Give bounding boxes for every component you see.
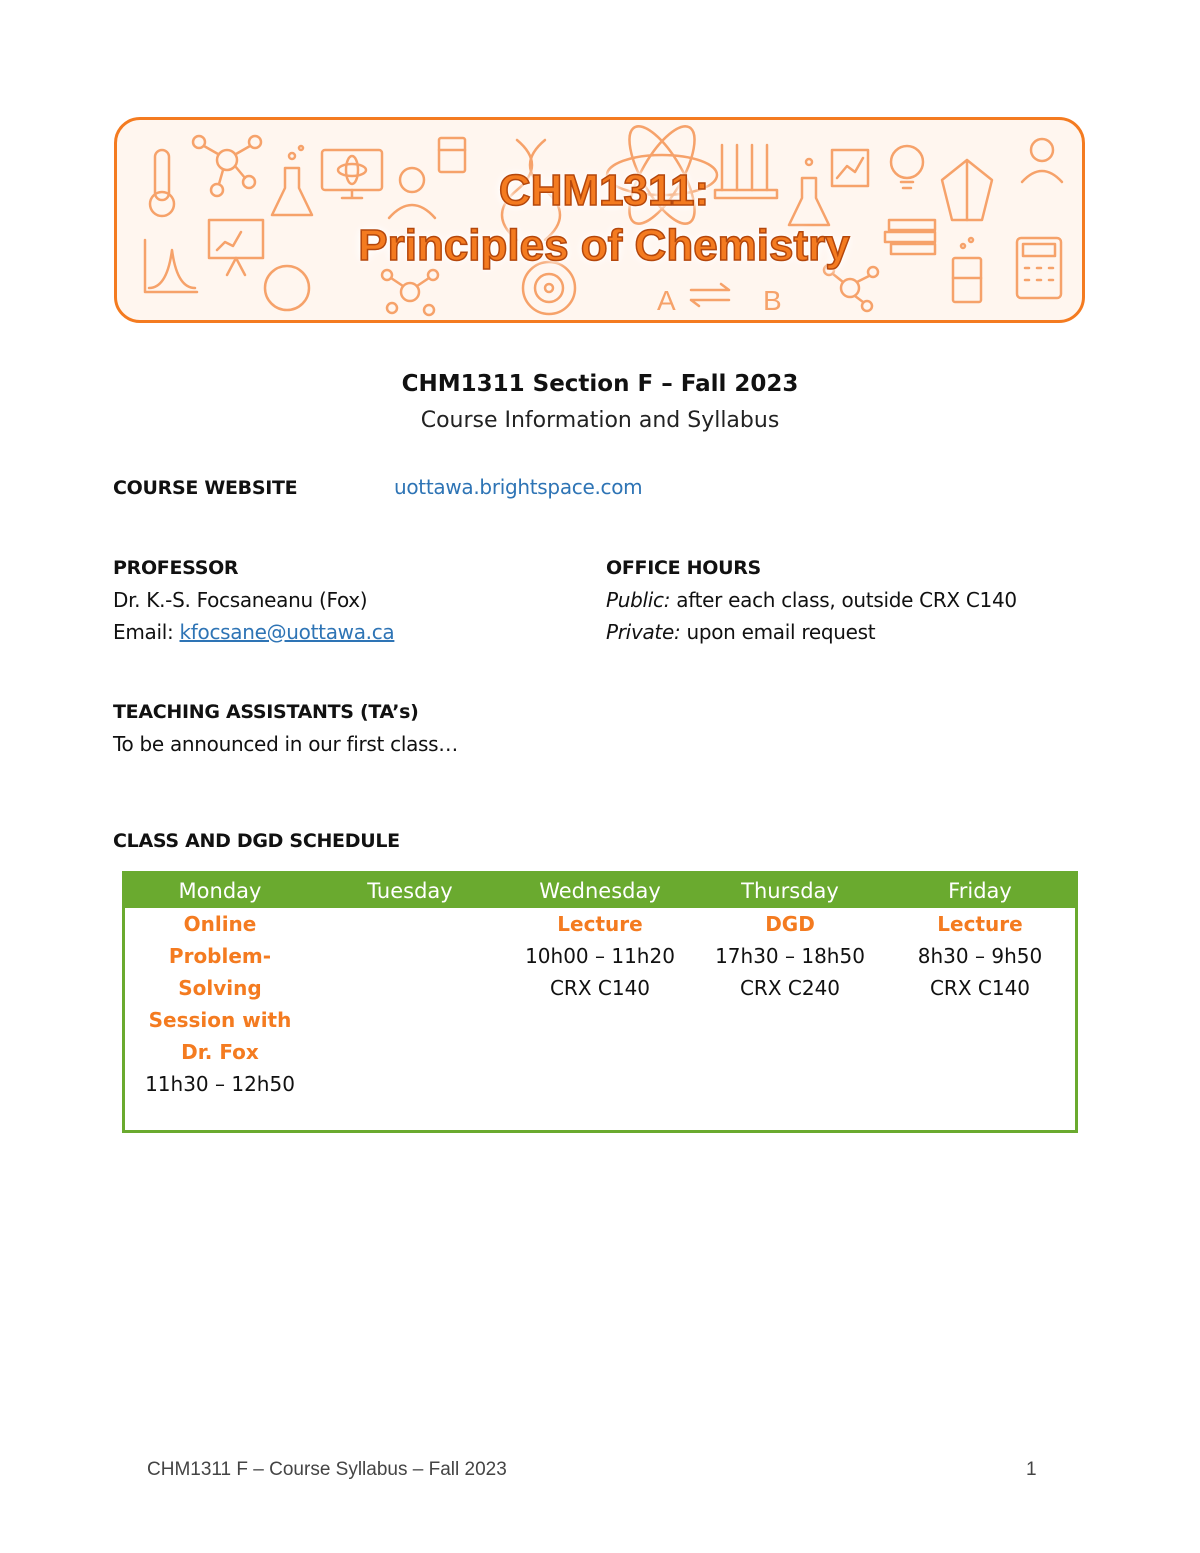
letter-a-glyph: A bbox=[657, 285, 676, 316]
monday-title-line: Dr. Fox bbox=[181, 1040, 259, 1064]
private-text: upon email request bbox=[680, 620, 876, 644]
professor-label: PROFESSOR bbox=[113, 557, 239, 579]
document-subtitle: Course Information and Syllabus bbox=[420, 408, 780, 433]
monday-title-line: Session with bbox=[148, 1008, 292, 1032]
wednesday-room: CRX C140 bbox=[549, 976, 651, 1000]
private-label: Private: bbox=[606, 620, 681, 644]
professor-name: Dr. K.-S. Focsaneanu (Fox) bbox=[113, 588, 368, 612]
friday-title: Lecture bbox=[937, 912, 1023, 936]
molecule-icon bbox=[824, 265, 878, 311]
course-banner bbox=[114, 117, 1085, 323]
schedule-cell-monday bbox=[125, 908, 315, 1100]
cycle-arrows-icon bbox=[265, 266, 309, 310]
thursday-room: CRX C240 bbox=[739, 976, 841, 1000]
teaching-assistants-text: To be announced in our first class… bbox=[113, 732, 458, 756]
day-header-wednesday: Wednesday bbox=[539, 879, 661, 903]
teaching-assistants-label: TEACHING ASSISTANTS (TA’s) bbox=[113, 701, 419, 723]
schedule-label: CLASS AND DGD SCHEDULE bbox=[113, 830, 400, 852]
office-hours-private bbox=[606, 619, 875, 645]
schedule-body-row bbox=[125, 908, 1075, 1100]
page-footer-text: CHM1311 F – Course Syllabus – Fall 2023 bbox=[147, 1459, 507, 1480]
banner-title-line2: Principles of Chemistry bbox=[358, 221, 850, 270]
course-website-link[interactable]: uottawa.brightspace.com bbox=[394, 475, 643, 499]
office-hours-label: OFFICE HOURS bbox=[606, 557, 761, 579]
professor-email-row bbox=[113, 619, 394, 645]
schedule-table bbox=[122, 871, 1078, 1133]
day-header-tuesday: Tuesday bbox=[367, 879, 453, 903]
molecule-icon bbox=[382, 270, 438, 315]
day-header-monday: Monday bbox=[178, 879, 262, 903]
schedule-header-row bbox=[125, 874, 1075, 908]
thursday-title: DGD bbox=[765, 912, 815, 936]
wednesday-title: Lecture bbox=[557, 912, 643, 936]
schedule-cell-friday bbox=[885, 908, 1075, 1100]
course-website-label: COURSE WEBSITE bbox=[113, 477, 298, 499]
friday-time: 8h30 – 9h50 bbox=[917, 944, 1043, 968]
professor-email-link[interactable]: kfocsane@uottawa.ca bbox=[179, 620, 395, 644]
schedule-cell-thursday bbox=[695, 908, 885, 1100]
reaction-arrows-icon bbox=[691, 284, 729, 306]
friday-room: CRX C140 bbox=[929, 976, 1031, 1000]
day-header-thursday: Thursday bbox=[741, 879, 839, 903]
day-header-friday: Friday bbox=[948, 879, 1012, 903]
wednesday-time: 10h00 – 11h20 bbox=[525, 944, 675, 968]
monday-time: 11h30 – 12h50 bbox=[145, 1072, 295, 1096]
monday-title-line: Solving bbox=[178, 976, 262, 1000]
document-title: CHM1311 Section F – Fall 2023 bbox=[401, 371, 799, 397]
monday-title-line: Online bbox=[183, 912, 257, 936]
email-prefix: Email: bbox=[113, 620, 180, 644]
public-text: after each class, outside CRX C140 bbox=[670, 588, 1017, 612]
public-label: Public: bbox=[606, 588, 671, 612]
letter-b-glyph: B bbox=[763, 285, 782, 316]
office-hours-public bbox=[606, 587, 1017, 613]
monday-title-line: Problem- bbox=[168, 944, 272, 968]
schedule-cell-tuesday bbox=[315, 908, 505, 1100]
banner-title-line1: CHM1311: bbox=[498, 166, 710, 215]
schedule-cell-wednesday bbox=[505, 908, 695, 1100]
thursday-time: 17h30 – 18h50 bbox=[715, 944, 865, 968]
page-number: 1 bbox=[1026, 1459, 1037, 1480]
